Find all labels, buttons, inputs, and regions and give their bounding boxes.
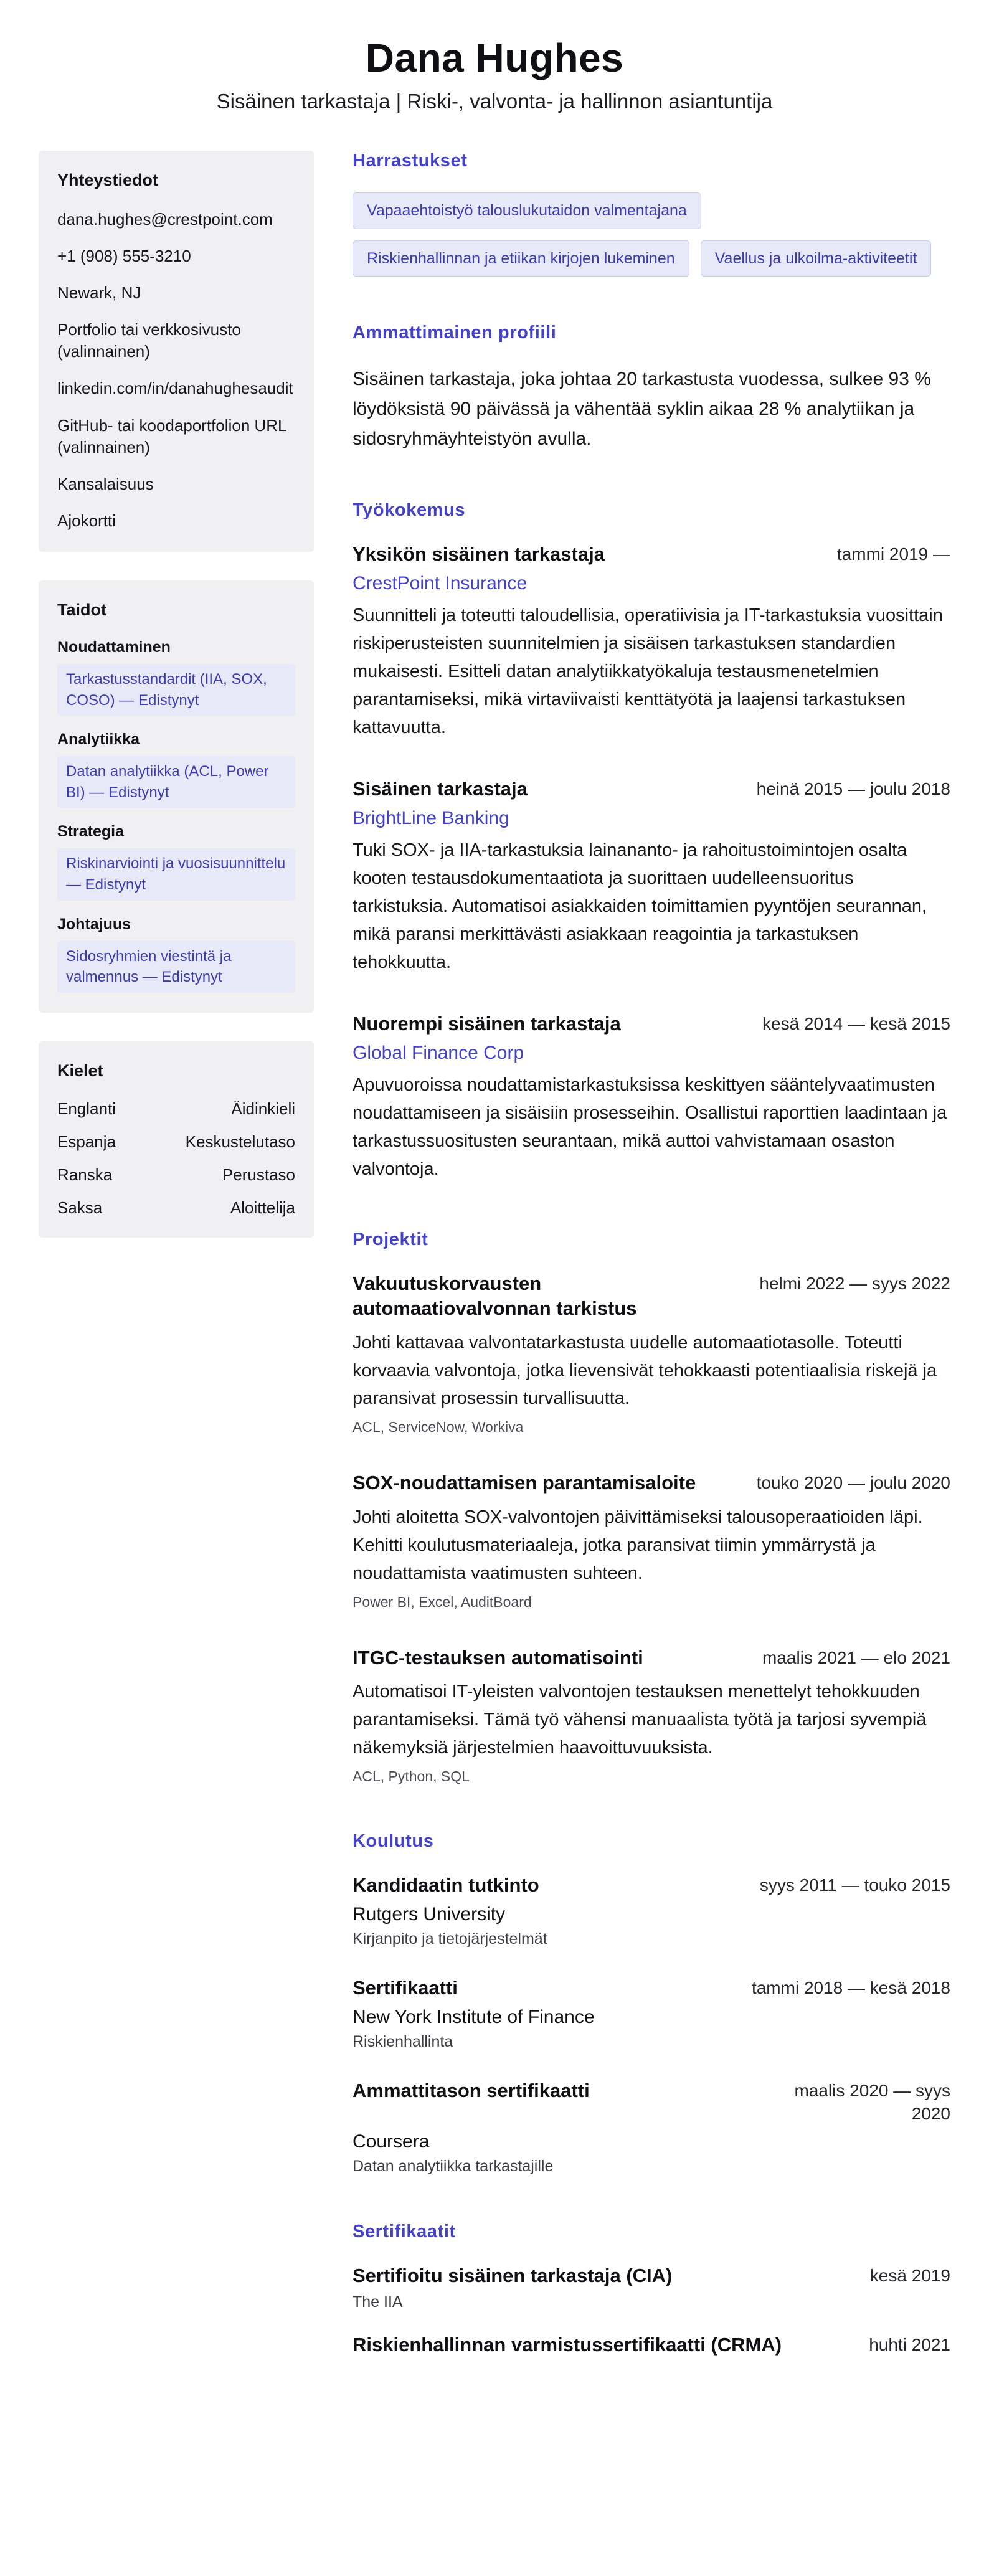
- language-name: Saksa: [57, 1198, 103, 1217]
- job-description: Tuki SOX- ja IIA-tarkastuksia lainananto- ja rahoitustoimintojen osalta kooten testausdokumentaatiota ja suorittaen uudelleensuoritus tarkistuksia. Automatisoi asiakkaiden toimittamien pyyntöjen seurannan, mikä paransi merkittävästi asiakkaan reagointia ja tarkastuksen tehokkuutta.: [353, 840, 927, 973]
- project-name: SOX-noudattamisen parantamisaloite: [353, 1472, 696, 1494]
- project-tools: Power BI, Excel, AuditBoard: [353, 1593, 532, 1610]
- projects-title: Projektit: [353, 1229, 428, 1250]
- resume-header: [39, 35, 950, 113]
- job-date: heinä 2015 — joulu 2018: [756, 779, 950, 798]
- project-entry: [353, 1646, 950, 1785]
- certification-header: [353, 2263, 950, 2288]
- contact-section: [39, 151, 314, 552]
- education-degree: Ammattitason sertifikaatti: [353, 2080, 590, 2102]
- education-entry: [353, 2078, 950, 2176]
- job-company: BrightLine Banking: [353, 808, 509, 829]
- profile-section: [353, 323, 950, 454]
- project-name: ITGC-testauksen automatisointi: [353, 1646, 643, 1669]
- language-level: Aloittelija: [230, 1198, 295, 1217]
- certification-date: huhti 2021: [869, 2335, 950, 2355]
- candidate-subtitle: Sisäinen tarkastaja | Riski-, valvonta- ja hallinnon asiantuntija: [216, 90, 773, 113]
- project-header: [353, 1470, 950, 1495]
- project-entry: [353, 1470, 950, 1610]
- certification-entry: [353, 2263, 950, 2311]
- skill-chip: Sidosryhmien viestintä ja valmennus — Edistynyt: [57, 941, 295, 993]
- language-row: [57, 1198, 295, 1218]
- hobby-chip: Riskienhallinnan ja etiikan kirjojen lukeminen: [353, 240, 689, 277]
- education-header: [353, 1873, 950, 1898]
- job-entry: [353, 1011, 950, 1183]
- education-school: New York Institute of Finance: [353, 2007, 595, 2028]
- project-entry: [353, 1271, 950, 1436]
- language-name: Ranska: [57, 1165, 113, 1184]
- candidate-name: Dana Hughes: [365, 36, 624, 80]
- certification-issuer: The IIA: [353, 2293, 403, 2311]
- skill-category: Strategia: [57, 823, 124, 841]
- projects-section: [353, 1229, 950, 1785]
- education-date: tammi 2018 — kesä 2018: [751, 1977, 950, 1997]
- language-name: Englanti: [57, 1099, 116, 1118]
- skill-chip: Tarkastusstandardit (IIA, SOX, COSO) — Edistynyt: [57, 664, 295, 716]
- contact-email[interactable]: dana.hughes@crestpoint.com: [57, 210, 273, 229]
- job-entry: [353, 777, 950, 977]
- skill-group: [57, 638, 295, 716]
- job-role: Yksikön sisäinen tarkastaja: [353, 543, 605, 565]
- hobby-chips: [353, 192, 950, 277]
- hobbies-title: Harrastukset: [353, 151, 468, 171]
- skill-category: Noudattaminen: [57, 638, 171, 656]
- project-date: helmi 2022 — syys 2022: [759, 1274, 950, 1294]
- job-description: Apuvuoroissa noudattamistarkastuksissa keskittyen sääntelyvaatimusten noudattamiseen ja sisäisiin prosesseihin. Osallistui raporttien laadintaan ja tarkastussuositusten seurantaan, mikä auttoi vahvistamaan osaston valvontoja.: [353, 1075, 947, 1180]
- language-name: Espanja: [57, 1132, 116, 1151]
- job-entry: [353, 542, 950, 742]
- languages-section: [39, 1041, 314, 1238]
- language-level: Äidinkieli: [231, 1099, 295, 1118]
- experience-title: Työkokemus: [353, 500, 466, 520]
- project-header: [353, 1646, 950, 1670]
- language-row: [57, 1165, 295, 1185]
- education-degree: Kandidaatin tutkinto: [353, 1873, 539, 1896]
- certification-entry: [353, 2332, 950, 2357]
- contact-phone: +1 (908) 555-3210: [57, 247, 191, 266]
- education-degree: Sertifikaatti: [353, 1976, 458, 1999]
- skill-group: [57, 916, 295, 993]
- language-level: Keskustelutaso: [185, 1132, 295, 1151]
- project-description: Automatisoi IT-yleisten valvontojen testauksen menettelyt tehokkuuden parantamiseksi. Tämä työ vähensi manuaalista työtä ja tarjosi syvempiä näkemyksiä järjestelmien haavoittuvuuksista.: [353, 1681, 927, 1758]
- project-description: Johti aloitetta SOX-valvontojen päivittämiseksi talousoperaatioiden läpi. Kehitti koulutusmateriaaleja, jotka paransivat tiimin ymmärrystä ja noudattamista vaatimusten suhteen.: [353, 1507, 923, 1583]
- job-header: [353, 1011, 950, 1036]
- sidebar: [39, 151, 314, 2404]
- education-field: Riskienhallinta: [353, 2033, 453, 2051]
- certifications-title: Sertifikaatit: [353, 2222, 456, 2242]
- skill-category: Johtajuus: [57, 915, 131, 933]
- project-tools: ACL, Python, SQL: [353, 1768, 470, 1784]
- education-header: [353, 2078, 950, 2125]
- certification-name: Sertifioitu sisäinen tarkastaja (CIA): [353, 2265, 673, 2287]
- education-date: maalis 2020 — syys 2020: [794, 2081, 950, 2123]
- certification-header: [353, 2332, 950, 2357]
- contact-drivers-license: Ajokortti: [57, 511, 116, 530]
- skill-group: [57, 823, 295, 900]
- hobby-chip: Vapaaehtoistyö talouslukutaidon valmentajana: [353, 192, 701, 229]
- contact-portfolio: Portfolio tai verkkosivusto (valinnainen): [57, 320, 241, 361]
- skills-section: [39, 580, 314, 1013]
- education-school: Coursera: [353, 2131, 430, 2152]
- contact-title: Yhteystiedot: [57, 171, 159, 189]
- certifications-section: [353, 2222, 950, 2358]
- contact-linkedin[interactable]: linkedin.com/in/danahughesaudit: [57, 379, 293, 398]
- contact-location: Newark, NJ: [57, 283, 141, 303]
- job-header: [353, 542, 950, 567]
- certification-name: Riskienhallinnan varmistussertifikaatti (CRMA): [353, 2334, 782, 2356]
- skill-chip: Riskinarviointi ja vuosisuunnittelu — Edistynyt: [57, 848, 295, 900]
- job-role: Sisäinen tarkastaja: [353, 777, 528, 800]
- education-school: Rutgers University: [353, 1903, 506, 1925]
- contact-citizenship: Kansalaisuus: [57, 474, 154, 493]
- hobbies-section: [353, 151, 950, 277]
- education-entry: [353, 1976, 950, 2051]
- hobby-chip: Vaellus ja ulkoilma-aktiviteetit: [701, 240, 932, 277]
- skill-group: [57, 731, 295, 808]
- education-field: Kirjanpito ja tietojärjestelmät: [353, 1930, 547, 1948]
- education-field: Datan analytiikka tarkastajille: [353, 2157, 554, 2176]
- experience-section: [353, 500, 950, 1183]
- job-header: [353, 777, 950, 802]
- job-date: tammi 2019 —: [836, 544, 950, 564]
- project-name: Vakuutuskorvausten automaatiovalvonnan tarkistus: [353, 1272, 637, 1320]
- project-date: touko 2020 — joulu 2020: [756, 1473, 950, 1493]
- job-description: Suunnitteli ja toteutti taloudellisia, operatiivisia ja IT-tarkastuksia vuosittain riskiperusteisten suunnitelmien ja sisäisen tarkastuksen standardien mukaisesti. Esitteli datan analytiikkatyökaluja testausmenetelmien parantamiseksi, mikä virtaviivaisti kenttätyötä ja laajensi tarkastuksen kattavuutta.: [353, 605, 943, 738]
- project-tools: ACL, ServiceNow, Workiva: [353, 1419, 524, 1436]
- skills-title: Taidot: [57, 600, 106, 619]
- languages-title: Kielet: [57, 1061, 103, 1080]
- job-date: kesä 2014 — kesä 2015: [762, 1013, 950, 1033]
- job-company: Global Finance Corp: [353, 1043, 524, 1064]
- contact-github: GitHub- tai koodaportfolion URL (valinnainen): [57, 415, 286, 457]
- education-section: [353, 1831, 950, 2176]
- main-column: [353, 151, 950, 2404]
- project-date: maalis 2021 — elo 2021: [762, 1647, 950, 1667]
- content-columns: [39, 151, 950, 2404]
- profile-title: Ammattimainen profiili: [353, 323, 557, 343]
- education-date: syys 2011 — touko 2015: [759, 1875, 950, 1895]
- profile-text: Sisäinen tarkastaja, joka johtaa 20 tarkastusta vuodessa, sulkee 93 % löydöksistä 90 päivässä ja vähentää syklin aikaa 28 % analytiikan ja sidosryhmäyhteistyön avulla.: [353, 369, 931, 449]
- language-row: [57, 1099, 295, 1119]
- education-entry: [353, 1873, 950, 1948]
- language-level: Perustaso: [222, 1165, 295, 1184]
- job-role: Nuorempi sisäinen tarkastaja: [353, 1012, 621, 1035]
- education-title: Koulutus: [353, 1830, 434, 1851]
- skill-category: Analytiikka: [57, 731, 140, 749]
- language-row: [57, 1132, 295, 1152]
- certification-date: kesä 2019: [869, 2266, 950, 2286]
- project-header: [353, 1271, 950, 1322]
- skill-chip: Datan analytiikka (ACL, Power BI) — Edistynyt: [57, 756, 295, 808]
- job-company: CrestPoint Insurance: [353, 573, 528, 594]
- project-description: Johti kattavaa valvontatarkastusta uudelle automaatiotasolle. Toteutti korvaavia valvontoja, jotka lievensivät tehokkaasti potentiaalisia riskejä ja paransivat prosessin turvallisuutta.: [353, 1332, 937, 1409]
- education-header: [353, 1976, 950, 2001]
